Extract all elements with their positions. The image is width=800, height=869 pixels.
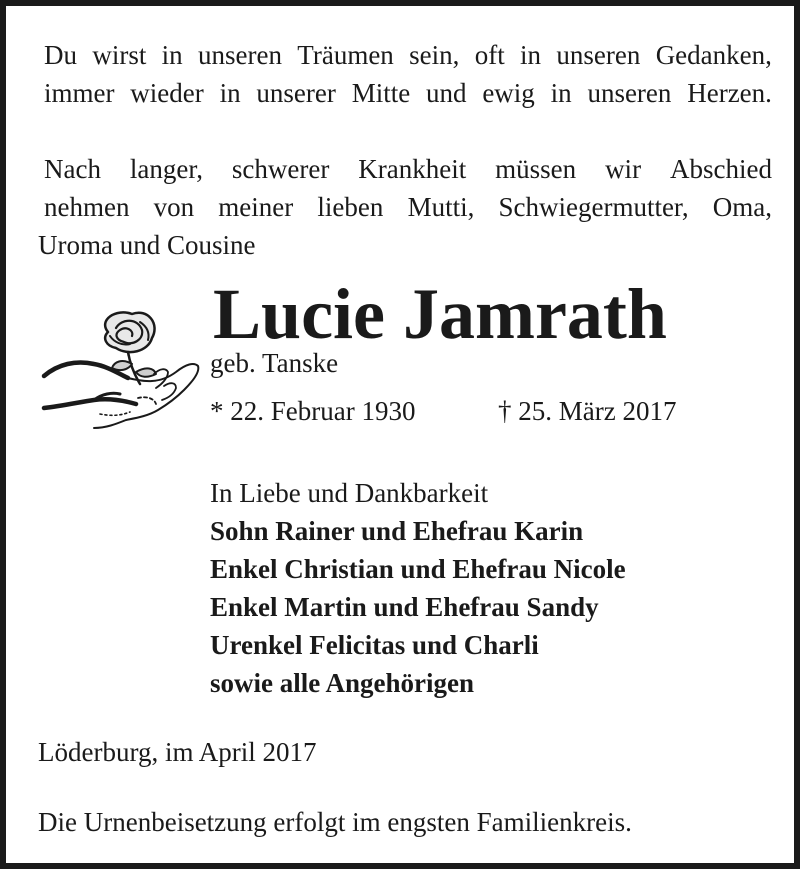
- verse-line-1: [44, 36, 772, 74]
- death-date: † 25. März 2017: [498, 396, 677, 426]
- word: nehmen: [44, 192, 130, 222]
- announcement-line-2: [44, 188, 772, 226]
- word: in: [520, 40, 542, 70]
- word: Oma,: [712, 192, 772, 222]
- word: Herzen.: [687, 78, 772, 108]
- word: langer,: [129, 154, 204, 184]
- word: müssen: [495, 154, 577, 184]
- word: Krankheit: [358, 154, 467, 184]
- mourners-intro: In Liebe und Dankbarkeit: [210, 478, 489, 508]
- word: immer: [44, 78, 115, 108]
- word: unseren: [556, 40, 641, 70]
- word: und: [426, 78, 467, 108]
- announcement-line-1: [44, 150, 772, 188]
- word: wir: [605, 154, 642, 184]
- rose-in-hands-icon: [36, 302, 211, 442]
- word: Gedanken,: [655, 40, 772, 70]
- word: Träumen: [297, 40, 394, 70]
- birth-name: geb. Tanske: [210, 348, 339, 378]
- word: in: [550, 78, 572, 108]
- mourner-line: Sohn Rainer und Ehefrau Karin: [210, 516, 584, 546]
- burial-note: Die Urnenbeisetzung erfolgt im engsten Familienkreis.: [38, 807, 632, 837]
- word: Du: [44, 40, 77, 70]
- word: unserer: [256, 78, 336, 108]
- word: unseren: [198, 40, 282, 70]
- word: sein,: [409, 40, 460, 70]
- word: schwerer: [231, 154, 330, 184]
- announcement-line-3: Uroma und Cousine: [38, 230, 256, 260]
- word: Nach: [44, 154, 101, 184]
- mourner-line: sowie alle Angehörigen: [210, 668, 474, 698]
- word: ewig: [482, 78, 535, 108]
- word: wirst: [92, 40, 147, 70]
- word: wieder: [130, 78, 204, 108]
- word: unseren: [587, 78, 672, 108]
- word: Schwiegermutter,: [498, 192, 689, 222]
- mourner-line: Enkel Christian und Ehefrau Nicole: [210, 554, 626, 584]
- verse-line-2: [44, 74, 772, 112]
- place-date: Löderburg, im April 2017: [38, 737, 317, 767]
- word: in: [219, 78, 241, 108]
- mourner-line: Urenkel Felicitas und Charli: [210, 630, 539, 660]
- deceased-name: Lucie Jamrath: [213, 274, 667, 354]
- word: meiner: [218, 192, 294, 222]
- word: oft: [474, 40, 505, 70]
- word: Mutti,: [407, 192, 475, 222]
- mourner-line: Enkel Martin und Ehefrau Sandy: [210, 592, 599, 622]
- word: in: [161, 40, 183, 70]
- birth-date: * 22. Februar 1930: [210, 396, 416, 426]
- word: von: [153, 192, 195, 222]
- word: Mitte: [351, 78, 411, 108]
- word: Abschied: [669, 154, 772, 184]
- word: lieben: [317, 192, 384, 222]
